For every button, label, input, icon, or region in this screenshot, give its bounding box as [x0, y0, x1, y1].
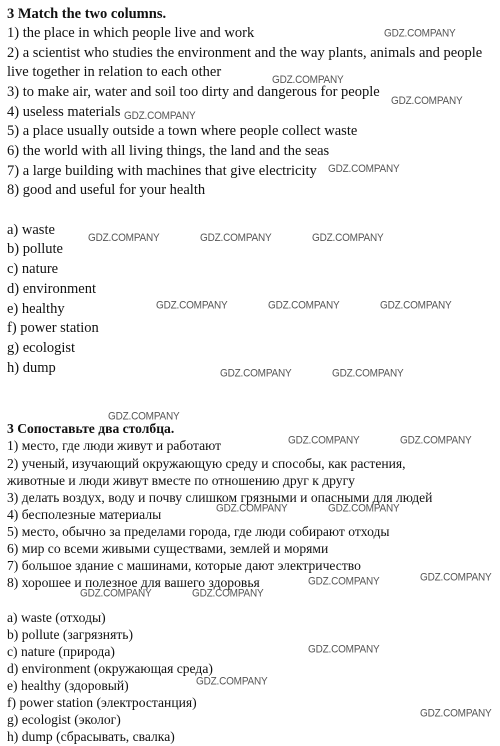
en-answer-h: h) dump: [7, 360, 56, 376]
watermark: GDZ.COMPANY: [400, 434, 472, 447]
en-item-4: 4) useless materials: [7, 104, 121, 120]
watermark: GDZ.COMPANY: [124, 110, 196, 123]
watermark: GDZ.COMPANY: [420, 707, 492, 720]
watermark: GDZ.COMPANY: [380, 299, 452, 312]
ru-item-2: 2) ученый, изучающий окружающую среду и способы, как растения,: [7, 456, 406, 471]
ru-answer-b: b) pollute (загрязнять): [7, 627, 133, 642]
ru-item-2-cont: животные и люди живут вместе по отношению друг к другу: [7, 473, 355, 488]
en-answer-b: b) pollute: [7, 241, 63, 257]
en-item-5: 5) a place usually outside a town where people collect waste: [7, 123, 358, 139]
watermark: GDZ.COMPANY: [220, 367, 292, 380]
watermark: GDZ.COMPANY: [200, 232, 272, 245]
ru-item-5: 5) место, обычно за пределами города, где люди собирают отходы: [7, 524, 390, 539]
ru-item-3: 3) делать воздух, воду и почву слишком грязными и опасными для людей: [7, 490, 433, 505]
watermark: GDZ.COMPANY: [420, 571, 492, 584]
watermark: GDZ.COMPANY: [192, 587, 264, 600]
en-item-7: 7) a large building with machines that give electricity: [7, 163, 317, 179]
watermark: GDZ.COMPANY: [328, 163, 400, 176]
ru-answer-f: f) power station (электростанция): [7, 695, 197, 710]
ru-item-7: 7) большое здание с машинами, которые дают электричество: [7, 558, 361, 573]
watermark: GDZ.COMPANY: [88, 232, 160, 245]
ru-answer-h: h) dump (сбрасывать, свалка): [7, 729, 175, 744]
en-answer-g: g) ecologist: [7, 340, 76, 356]
ru-answer-a: a) waste (отходы): [7, 610, 106, 625]
ru-answer-d: d) environment (окружающая среда): [7, 661, 213, 676]
watermark: GDZ.COMPANY: [384, 27, 456, 40]
en-item-6: 6) the world with all living things, the land and the seas: [7, 143, 330, 159]
watermark: GDZ.COMPANY: [80, 587, 152, 600]
en-answer-e: e) healthy: [7, 301, 65, 317]
en-item-1: 1) the place in which people live and work: [7, 25, 255, 41]
en-answer-d: d) environment: [7, 281, 96, 297]
en-item-2-cont: live together in relation to each other: [7, 64, 222, 80]
ru-item-1: 1) место, где люди живут и работают: [7, 438, 222, 453]
watermark: GDZ.COMPANY: [328, 502, 400, 515]
ru-item-6: 6) мир со всеми живыми существами, землей и морями: [7, 541, 329, 556]
en-item-3: 3) to make air, water and soil too dirty and dangerous for people: [7, 84, 380, 100]
en-answer-c: c) nature: [7, 261, 59, 277]
en-answer-a: a) waste: [7, 222, 55, 238]
en-item-8: 8) good and useful for your health: [7, 182, 206, 198]
watermark: GDZ.COMPANY: [108, 410, 180, 423]
watermark: GDZ.COMPANY: [272, 74, 344, 87]
watermark: GDZ.COMPANY: [332, 367, 404, 380]
watermark: GDZ.COMPANY: [312, 232, 384, 245]
watermark: GDZ.COMPANY: [156, 299, 228, 312]
watermark: GDZ.COMPANY: [391, 95, 463, 108]
watermark: GDZ.COMPANY: [288, 434, 360, 447]
ru-answer-g: g) ecologist (эколог): [7, 712, 121, 727]
watermark: GDZ.COMPANY: [268, 299, 340, 312]
watermark: GDZ.COMPANY: [308, 575, 380, 588]
watermark: GDZ.COMPANY: [308, 643, 380, 656]
en-item-2: 2) a scientist who studies the environment and the way plants, animals and people: [7, 45, 483, 61]
ru-answer-e: e) healthy (здоровый): [7, 678, 129, 693]
watermark: GDZ.COMPANY: [216, 502, 288, 515]
watermark: GDZ.COMPANY: [196, 675, 268, 688]
ru-item-4: 4) бесполезные материалы: [7, 507, 162, 522]
en-answer-f: f) power station: [7, 320, 99, 336]
ru-answer-c: c) nature (природа): [7, 644, 115, 659]
ru-item-8: 8) хорошее и полезное для вашего здоровья: [7, 575, 260, 590]
en-title: 3 Match the two columns.: [7, 6, 167, 22]
ru-title: 3 Сопоставьте два столбца.: [7, 421, 175, 436]
